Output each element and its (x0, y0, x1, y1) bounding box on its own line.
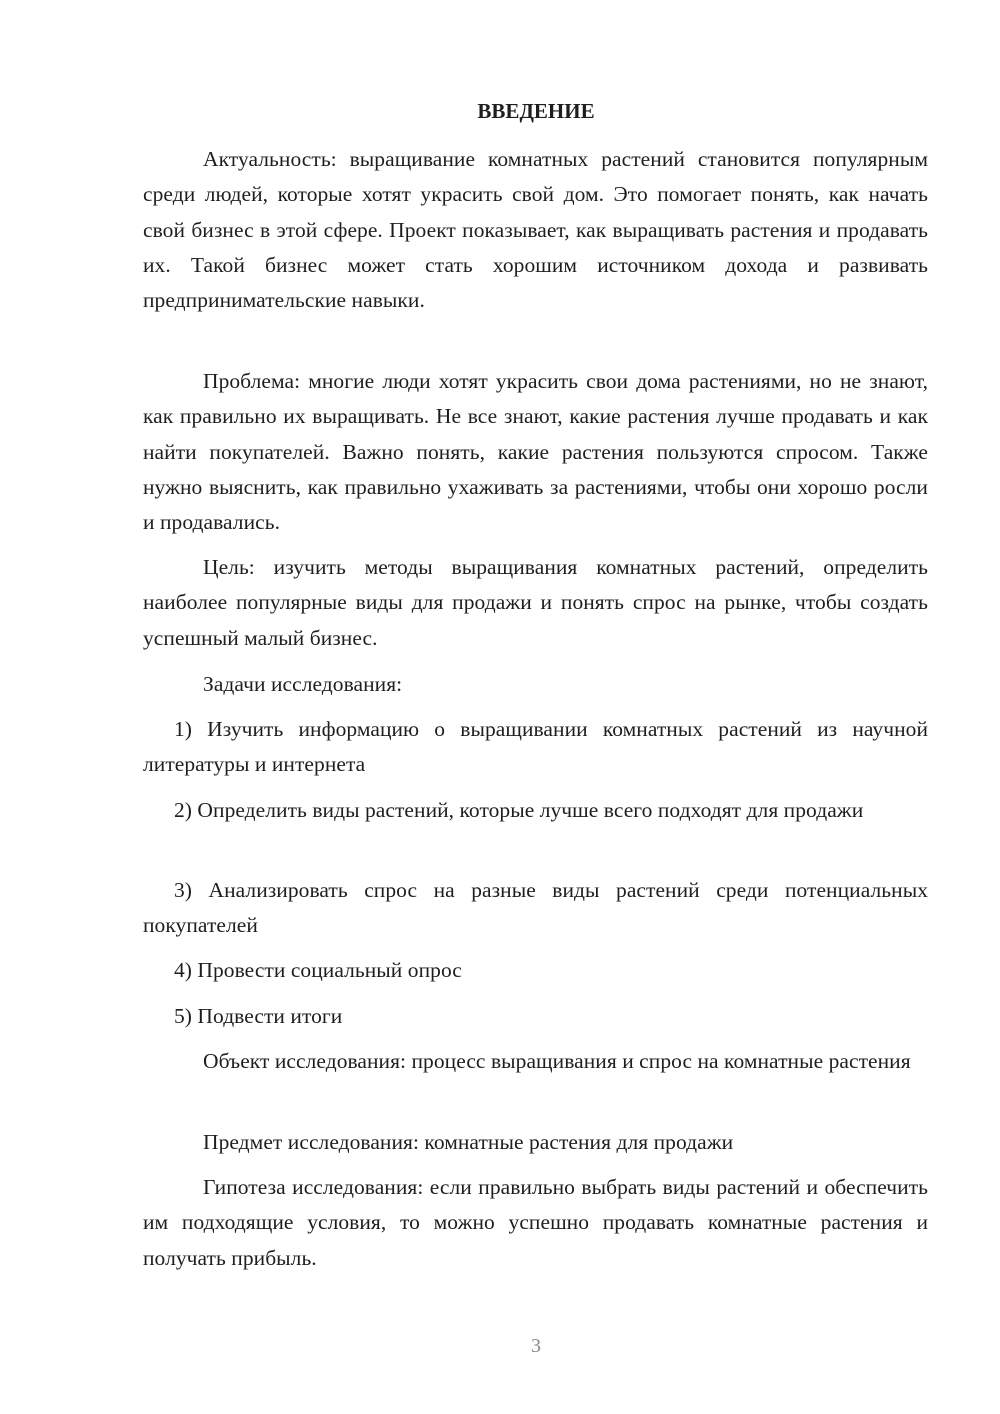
goal-paragraph: Цель: изучить методы выращивания комнатных растений, определить наиболее популярные виды для продажи и понять спрос на рынке, чтобы создать успешный малый бизнес. (143, 555, 928, 650)
task-item-4: 4) Провести социальный опрос (174, 958, 462, 982)
tasks-heading: Задачи исследования: (203, 672, 403, 696)
page-number: 3 (531, 1335, 541, 1357)
relevance-paragraph: Актуальность: выращивание комнатных растений становится популярным среди людей, которые хотят украсить свой дом. Это помогает понять, как начать свой бизнес в этой сфере. Проект показывает, как выращивать растения и продавать их. Такой бизнес может стать хорошим источником дохода и развивать предпринимательские навыки. (143, 147, 928, 313)
hypothesis-paragraph: Гипотеза исследования: если правильно выбрать виды растений и обеспечить им подходящие условия, то можно успешно продавать комнатные растения и получать прибыль. (143, 1175, 928, 1270)
problem-paragraph: Проблема: многие люди хотят украсить свои дома растениями, но не знают, как правильно их выращивать. Не все знают, какие растения лучше продавать и как найти покупателей. Важно понять, какие растения пользуются спросом. Также нужно выяснить, как правильно ухаживать за растениями, чтобы они хорошо росли и продавались. (143, 369, 928, 535)
task-item-1: 1) Изучить информацию о выращивании комнатных растений из научной литературы и интернета (143, 717, 928, 777)
task-item-2: 2) Определить виды растений, которые лучше всего подходят для продажи (174, 798, 864, 822)
page-title: ВВЕДЕНИЕ (477, 99, 595, 123)
subject-paragraph: Предмет исследования: комнатные растения для продажи (203, 1130, 734, 1154)
task-item-5: 5) Подвести итоги (174, 1004, 343, 1028)
task-item-3: 3) Анализировать спрос на разные виды растений среди потенциальных покупателей (143, 878, 928, 938)
object-paragraph: Объект исследования: процесс выращивания и спрос на комнатные растения (203, 1049, 911, 1073)
